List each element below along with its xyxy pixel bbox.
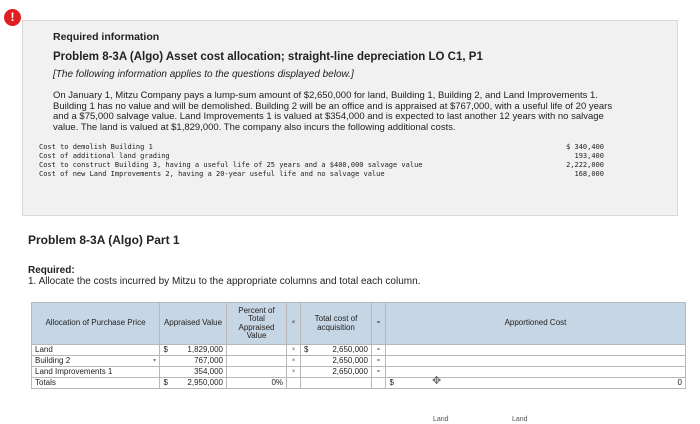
required-label: Required: (28, 265, 75, 276)
appraised-value-input[interactable]: 354,000 (172, 367, 227, 378)
dollar-sign (385, 356, 397, 367)
required-text: 1. Allocate the costs incurred by Mitzu to the appropriate columns and total each column. (28, 276, 421, 287)
row-label-input[interactable]: Land (32, 345, 160, 356)
total-cost-input[interactable]: 2,650,000 (311, 367, 371, 378)
header-appraised: Appraised Value (160, 303, 227, 345)
table-row (32, 345, 686, 356)
equals-symbol: = (371, 303, 385, 345)
cost-amount: 2,222,000 (566, 161, 604, 169)
appraised-total: 2,950,000 (172, 378, 227, 389)
header-apportioned: Apportioned Cost (385, 303, 685, 345)
empty-cell (311, 378, 371, 389)
cost-row (38, 152, 608, 161)
percent-input[interactable] (227, 356, 287, 367)
table-row (32, 367, 686, 378)
row-label-input[interactable] (32, 356, 160, 367)
times-symbol: × (287, 356, 301, 367)
appraised-value-input[interactable]: 767,000 (172, 356, 227, 367)
header-total-cost: Total cost of acquisition (301, 303, 372, 345)
header-allocation: Allocation of Purchase Price (32, 303, 160, 345)
table-row (32, 356, 686, 367)
alert-icon: ! (4, 9, 21, 26)
cost-label: Cost of additional land grading (39, 152, 170, 160)
allocation-table (31, 302, 686, 389)
apportioned-cost-input[interactable] (397, 345, 685, 356)
allocation-header-row (32, 303, 686, 345)
dollar-sign (301, 367, 312, 378)
move-cursor-icon: ✥ (432, 375, 442, 387)
percent-total: 0% (227, 378, 287, 389)
times-symbol: × (287, 367, 301, 378)
percent-input[interactable] (227, 345, 287, 356)
cost-label: Cost of new Land Improvements 2, having a 20-year useful life and no salvage value (39, 170, 385, 178)
required-information-panel (22, 20, 678, 216)
cost-label: Cost to demolish Building 1 (39, 143, 153, 151)
cost-row (38, 161, 608, 170)
dollar-sign: $ (160, 378, 172, 389)
dollar-sign: $ (301, 345, 312, 356)
cost-amount: 193,400 (574, 152, 604, 160)
times-symbol: × (287, 303, 301, 345)
cost-label: Cost to construct Building 3, having a useful life of 25 years and a $400,000 salvage value (39, 161, 423, 169)
dollar-sign: $ (160, 345, 172, 356)
equals-symbol: = (371, 345, 385, 356)
apportioned-total: 0 (397, 378, 685, 389)
cost-row (38, 170, 608, 179)
total-cost-input[interactable]: 2,650,000 (311, 345, 371, 356)
dollar-sign (385, 367, 397, 378)
cost-row (38, 143, 608, 152)
equals-symbol: = (371, 356, 385, 367)
dropdown-indicator-icon[interactable]: ▾ (152, 358, 156, 364)
problem-description: On January 1, Mitzu Company pays a lump-sum amount of $2,650,000 for land, Building 1, Building 2, and Land Improvements 1. Building 1 has no value and will be demolished. Building 2 will be an office and is appraised at $767,000, with a useful life of 20 years and a $75,000 salvage value. Land Improvements 1 is valued at $354,000 and is expected to last another 12 years with no salvage value. The land is valued at $1,829,000. The company also incurs the following additional costs. (53, 90, 613, 133)
dollar-sign (301, 356, 312, 367)
empty-cell (371, 378, 385, 389)
empty-cell (301, 378, 312, 389)
totals-row (32, 378, 686, 389)
times-symbol: × (287, 345, 301, 356)
header-percent: Percent of Total Appraised Value (227, 303, 287, 345)
dollar-sign (160, 356, 172, 367)
totals-label: Totals (32, 378, 160, 389)
row-label-text: Building 2 (35, 356, 71, 365)
apportioned-cost-input[interactable] (397, 356, 685, 367)
info-note: [The following information applies to the questions displayed below.] (53, 69, 354, 80)
problem-title: Problem 8-3A (Algo) Asset cost allocation; straight-line depreciation LO C1, P1 (53, 51, 483, 63)
dollar-sign (385, 345, 397, 356)
column-footer-label: Land (433, 416, 449, 423)
column-footer-label: Land (512, 416, 528, 423)
percent-input[interactable] (227, 367, 287, 378)
dollar-sign (160, 367, 172, 378)
total-cost-input[interactable]: 2,650,000 (311, 356, 371, 367)
cost-amount: 168,000 (574, 170, 604, 178)
cost-amount: $ 340,400 (566, 143, 604, 151)
dollar-sign: $ (385, 378, 397, 389)
equals-symbol: = (371, 367, 385, 378)
appraised-value-input[interactable]: 1,829,000 (172, 345, 227, 356)
row-label-input[interactable]: Land Improvements 1 (32, 367, 160, 378)
empty-cell (287, 378, 301, 389)
part-title: Problem 8-3A (Algo) Part 1 (28, 233, 180, 247)
additional-costs-table (38, 143, 608, 179)
required-information-heading: Required information (53, 31, 160, 43)
